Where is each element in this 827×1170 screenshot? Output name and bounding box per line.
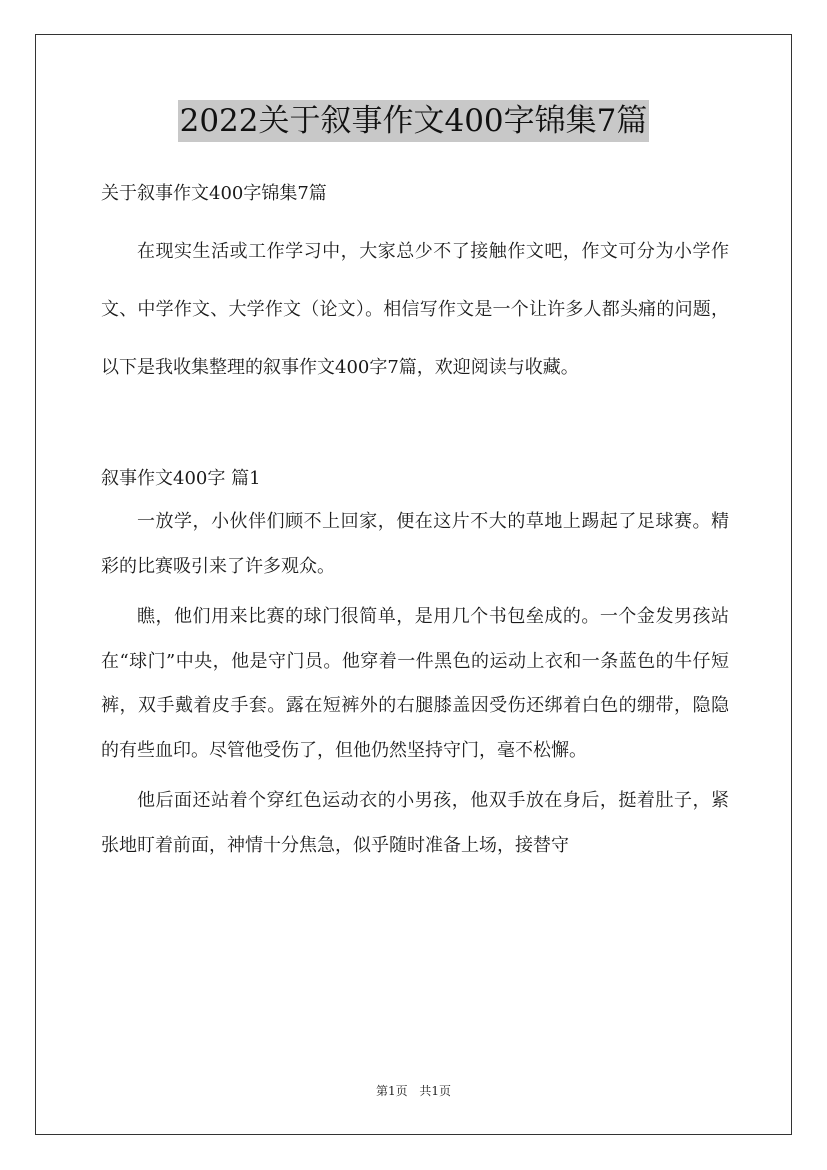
body-paragraph-2: 瞧，他们用来比赛的球门很简单，是用几个书包垒成的。一个金发男孩站在“球门”中央，他是守门员。他穿着一件黑色的运动上衣和一条蓝色的牛仔短裤，双手戴着皮手套。露在短裤外的右腿膝盖因受伤还绑着白色的绷带，隐隐的有些血印。尽管他受伤了，但他仍然坚持守门，毫不松懈。 xyxy=(101,606,729,761)
page-number: 第1页 xyxy=(375,1084,408,1098)
body-paragraph-3: 他后面还站着个穿红色运动衣的小男孩，他双手放在身后，挺着肚子，紧张地盯着前面，神情十分焦急，似乎随时准备上场，接替守 xyxy=(101,790,729,856)
title-container xyxy=(0,100,827,142)
document-subtitle: 关于叙事作文400字锦集7篇 xyxy=(101,183,327,204)
total-pages: 共1页 xyxy=(419,1084,452,1098)
intro-paragraph: 在现实生活或工作学习中，大家总少不了接触作文吧，作文可分为小学作文、中学作文、大学作文（论文）。相信写作文是一个让许多人都头痛的问题，以下是我收集整理的叙事作文400字7篇，欢迎阅读与收藏。 xyxy=(101,241,729,378)
page-footer xyxy=(0,1082,827,1099)
document-body xyxy=(101,178,729,868)
document-title: 2022关于叙事作文400字锦集7篇 xyxy=(178,100,650,142)
body-paragraph-1: 一放学，小伙伴们顾不上回家，便在这片不大的草地上踢起了足球赛。精彩的比赛吸引来了许多观众。 xyxy=(101,511,729,577)
section-heading: 叙事作文400字 篇1 xyxy=(101,468,261,489)
